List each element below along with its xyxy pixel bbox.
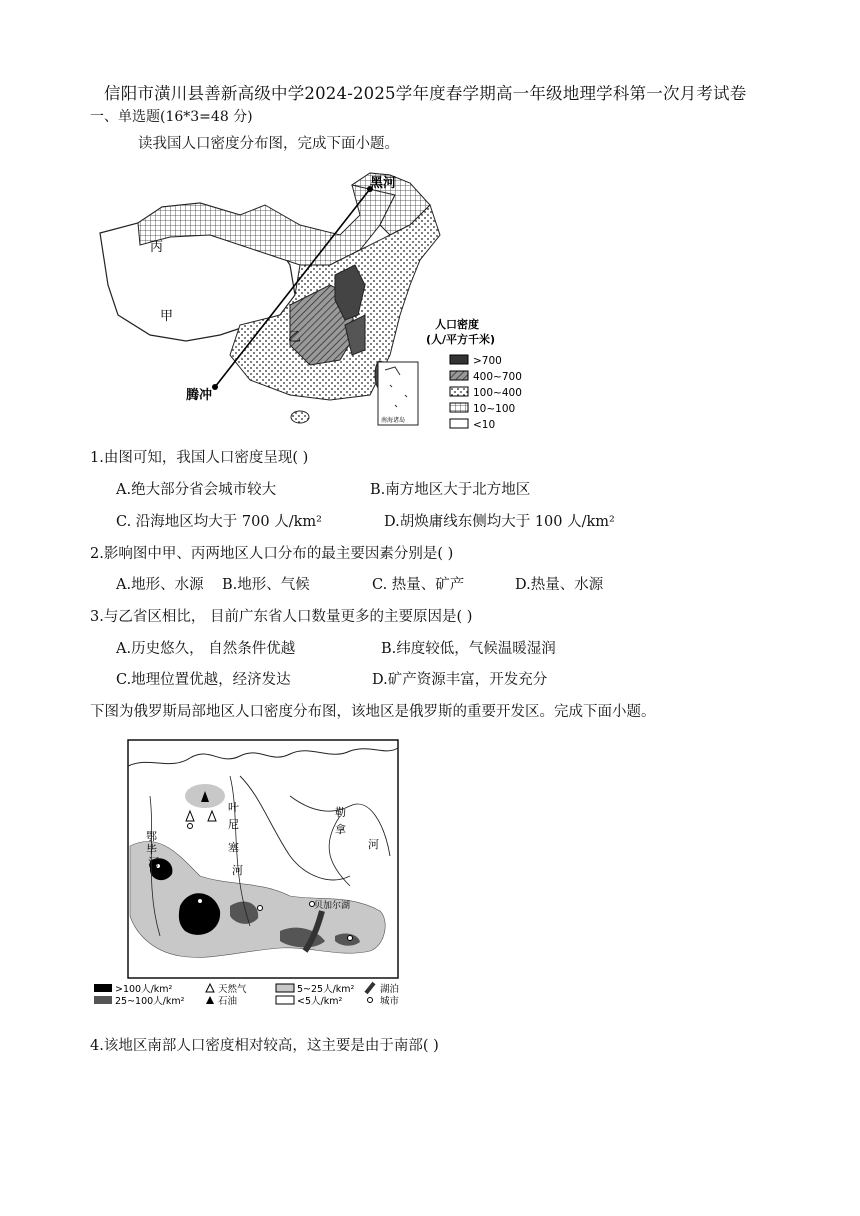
hainan: [291, 411, 309, 423]
question-1-option-a[interactable]: A.绝大部分省会城市较大: [116, 482, 277, 498]
label-yi: 乙: [288, 330, 302, 345]
legend-lt5: <5人/km²: [297, 996, 343, 1006]
label-bing: 丙: [150, 240, 164, 255]
label-heihe: 黑河: [370, 176, 397, 191]
label-ob-3: 河: [148, 856, 159, 869]
legend-label-2: 100~400: [473, 387, 522, 399]
label-tengchong: 腾冲: [186, 388, 213, 403]
legend-label-0: >700: [473, 355, 502, 367]
legend-swatch-4: [450, 419, 468, 428]
question-1-option-d[interactable]: D.胡焕庸线东侧均大于 100 人/km²: [384, 514, 615, 530]
question-1-option-b[interactable]: B.南方地区大于北方地区: [370, 482, 531, 498]
label-yen-3: 塞: [228, 841, 239, 854]
legend-oil: 石油: [218, 996, 238, 1006]
legend-25-100: 25~100人/km²: [115, 996, 185, 1006]
question-2-stem: 2.影响图中甲、丙两地区人口分布的最主要因素分别是( ): [90, 546, 454, 562]
section-heading: 一、单选题(16*3=48 分): [90, 109, 253, 125]
question-3-option-c[interactable]: C.地理位置优越，经济发达: [116, 672, 291, 688]
question-2-option-c[interactable]: C. 热量、矿产: [372, 577, 465, 593]
china-population-density-map: [90, 165, 540, 435]
intro-text-2: 下图为俄罗斯局部地区人口密度分布图，该地区是俄罗斯的重要开发区。完成下面小题。: [90, 704, 656, 720]
label-yen-2: 尼: [228, 818, 239, 831]
inset-label: 南海诸岛: [381, 417, 406, 424]
legend-swatch-2: [450, 387, 468, 396]
legend-label-4: <10: [473, 419, 496, 431]
label-lena-2: 拿: [335, 823, 346, 836]
label-yen-1: 叶: [228, 801, 239, 814]
question-3-option-d[interactable]: D.矿产资源丰富，开发充分: [372, 672, 548, 688]
question-2-option-a[interactable]: A.地形、水源: [116, 577, 204, 593]
legend-swatch-3: [450, 403, 468, 412]
intro-text-1: 读我国人口密度分布图，完成下面小题。: [138, 136, 399, 152]
label-jia: 甲: [160, 309, 174, 324]
question-1-option-c[interactable]: C. 沿海地区均大于 700 人/km²: [116, 514, 322, 530]
legend-label-1: 400~700: [473, 371, 522, 383]
legend-label-3: 10~100: [473, 403, 516, 415]
label-ob-2: 毕: [146, 843, 157, 856]
legend-city: 城市: [380, 996, 400, 1006]
legend-swatch-0: [450, 355, 468, 364]
question-1-stem: 1.由图可知，我国人口密度呈现( ): [90, 450, 309, 466]
legend-subtitle: (人/平方千米): [426, 333, 496, 346]
legend-5-25: 5~25人/km²: [297, 984, 355, 995]
legend-swatch-1: [450, 371, 468, 380]
label-lena-1: 勒: [335, 806, 346, 819]
question-2-option-b[interactable]: B.地形、气候: [222, 577, 310, 593]
legend-title: 人口密度: [435, 318, 479, 331]
exam-title: 信阳市潢川县善新高级中学2024-2025学年度春学期高一年级地理学科第一次月考试卷: [104, 84, 747, 103]
label-baikal: 贝加尔湖: [314, 901, 351, 911]
russia-population-density-map: [90, 736, 440, 1006]
legend-gt100: >100人/km²: [115, 984, 173, 995]
legend-lake: 湖泊: [380, 984, 400, 995]
question-3-option-b[interactable]: B.纬度较低，气候温暖湿润: [381, 641, 556, 657]
question-3-option-a[interactable]: A.历史悠久， 自然条件优越: [116, 641, 296, 657]
label-ob-1: 鄂: [146, 830, 157, 843]
label-lena-3: 河: [368, 838, 379, 851]
legend-gas: 天然气: [218, 984, 247, 995]
question-4-stem: 4.该地区南部人口密度相对较高，这主要是由于南部( ): [90, 1038, 439, 1054]
tengchong-point: [212, 384, 218, 390]
question-3-stem: 3.与乙省区相比， 目前广东省人口数量更多的主要原因是( ): [90, 609, 473, 625]
label-yen-4: 河: [232, 864, 243, 877]
question-2-option-d[interactable]: D.热量、水源: [515, 577, 604, 593]
